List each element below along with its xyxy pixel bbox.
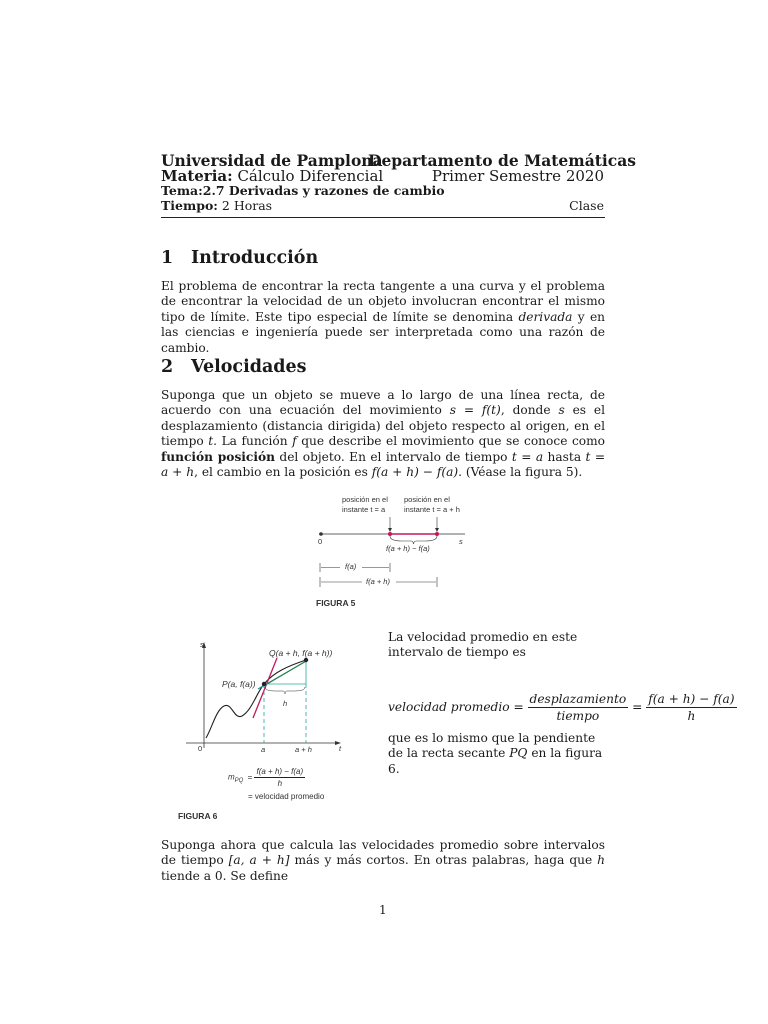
s2-h: hasta	[547, 449, 582, 464]
semester: Primer Semestre 2020	[431, 167, 604, 185]
bottom-c: tiende a 0. Se define	[161, 868, 289, 883]
s1-derivada: derivada	[518, 309, 573, 324]
fig6-a-label: a	[261, 745, 266, 754]
s2-eq2: t = a	[511, 449, 544, 464]
s2-b: , donde	[500, 403, 551, 418]
fig5-point-ah	[435, 532, 439, 536]
topic-line	[161, 183, 445, 198]
fig6-P-label: P(a, f(a))	[222, 679, 256, 689]
s2-j: . (Véase la figura 5).	[458, 465, 583, 480]
section-1-number: 1	[161, 248, 174, 268]
bottom-paragraph	[161, 838, 605, 884]
section-1-heading	[161, 248, 318, 268]
section-1-paragraph	[161, 279, 605, 356]
fig6-m: m	[228, 772, 235, 782]
fig6-Q-label: Q(a + h, f(a + h))	[269, 648, 333, 658]
eq-num2: f(a + h) − f(a)	[648, 692, 735, 706]
fig6-caption: FIGURA 6	[178, 811, 218, 821]
s2-t: t	[208, 434, 214, 449]
section-2-title: Velocidades	[191, 357, 307, 377]
eq-den1: tiempo	[556, 709, 600, 723]
subject-label: Materia:	[161, 167, 233, 185]
s2-eq4: f(a + h) − f(a)	[371, 465, 459, 480]
page-number: 1	[379, 903, 387, 917]
s2-bold: función posición	[161, 449, 275, 464]
fig6-slope-formula: $m_{PQ}$ = $\frac{f(a + h) - f(a)}{h}$	[228, 767, 304, 788]
s2-d: . La función	[213, 434, 288, 449]
fig6-curve	[206, 660, 306, 738]
side-p2-b: en la figura 6.	[388, 746, 603, 776]
fig5-label-right	[404, 495, 460, 515]
eq-num1: desplazamiento	[529, 692, 627, 706]
header-rule	[161, 217, 605, 218]
avg-velocity-equation: velocidad promedio = $\frac{\text{desplazamiento}}{\text{tiempo}}$ = $\frac{f(a + h) - f(a)}{h}$	[388, 692, 735, 723]
fig5-fah-label: f(a + h)	[366, 577, 390, 586]
time-label: Tiempo:	[161, 198, 218, 213]
s2-e: que describe el movimiento que se conoce como	[301, 434, 606, 449]
fig6-h-label: h	[283, 699, 288, 708]
fig6-m-num: f(a + h) − f(a)	[256, 767, 304, 776]
fig6-ah-label: a + h	[295, 745, 312, 754]
bottom-a: Suponga ahora que calcula las velocidades promedio sobre intervalos de tiempo	[161, 838, 605, 868]
bottom-b: más y más cortos. En otras palabras, haga que	[294, 853, 593, 868]
fig6-point-Q	[304, 658, 308, 662]
eq-frac-2	[646, 692, 736, 723]
subject-value: Cálculo Diferencial	[237, 167, 384, 185]
fig6-zero: 0	[198, 744, 203, 753]
s2-g: del objeto. En el intervalo de tiempo	[279, 449, 508, 464]
fig6-m-fraction	[254, 767, 305, 788]
time-value: 2 Horas	[221, 198, 273, 213]
s2-f: f	[292, 434, 297, 449]
side-p2-a: que es lo mismo que la pendiente de la recta secante	[388, 731, 596, 761]
s2-i: , el cambio en la posición es	[194, 465, 368, 480]
fig6-brace	[265, 687, 305, 694]
eq-lhs: velocidad promedio =	[388, 700, 524, 714]
university-name: Universidad de Pamplona	[161, 151, 383, 170]
fig5-left-line1: posición en el	[342, 495, 388, 504]
department-name: Departamento de Matemáticas	[368, 151, 636, 170]
fig5-right-line2: instante t = a + h	[404, 505, 460, 514]
eq-frac-1	[528, 692, 629, 723]
side-paragraph-1: La velocidad promedio en este intervalo de tiempo es	[388, 630, 578, 660]
topic-value: 2.7 Derivadas y razones de cambio	[202, 183, 445, 198]
eq-den2: h	[687, 709, 696, 723]
s2-a: Suponga que un objeto se mueve a lo largo de una línea recta, de acuerdo con una ecuación del movimiento	[161, 388, 605, 418]
section-1-title: Introducción	[191, 248, 319, 268]
fig5-right-line1: posición en el	[404, 495, 450, 504]
fig5-label-left	[342, 495, 388, 515]
section-2-heading	[161, 357, 307, 377]
fig6-velocity-label: = velocidad promedio	[248, 792, 325, 801]
topic-label: Tema:	[161, 183, 203, 198]
fig5-diagram	[310, 514, 470, 594]
s2-eq3: t = a + h	[161, 449, 606, 480]
s2-eq1: s = f(t)	[449, 403, 501, 418]
class-type: Clase	[569, 198, 604, 213]
fig5-point-a	[388, 532, 392, 536]
fig6-diagram	[180, 640, 360, 760]
fig5-s-label: s	[459, 537, 463, 546]
fig6-point-P	[262, 682, 266, 686]
time-line	[161, 198, 272, 213]
s2-c: es el desplazamiento (distancia dirigida) del objeto respecto al origen, en el tiempo	[161, 403, 606, 449]
s2-s: s	[558, 403, 565, 418]
section-2-paragraph	[161, 388, 605, 480]
fig5-zero: 0	[318, 537, 323, 546]
s1-text-a: El problema de encontrar la recta tangente a una curva y el problema de encontrar la velocidad de un objeto involucran encontrar el mismo tipo de límite. Este tipo especial de límite se denomina	[161, 279, 605, 324]
fig5-origin	[319, 532, 323, 536]
fig5-brace	[390, 536, 437, 544]
fig5-fa-label: f(a)	[345, 562, 357, 571]
section-2-number: 2	[161, 357, 174, 377]
fig5-caption: FIGURA 5	[316, 598, 356, 608]
side-p2-pq: PQ	[509, 746, 528, 761]
fig5-left-line2: instante t = a	[342, 505, 386, 514]
s1-text-b: y en las ciencias e ingeniería puede ser interpretada como una razón de cambio.	[161, 309, 606, 355]
fig5-brace-label: f(a + h) − f(a)	[386, 544, 430, 553]
side-paragraph-2	[388, 731, 610, 777]
fig6-m-sub: PQ	[234, 778, 244, 785]
fig6-m-den: h	[277, 779, 283, 788]
fig5-arrowhead-right	[435, 528, 439, 532]
fig6-t-label: t	[339, 744, 342, 753]
fig6-s-label: s	[200, 640, 204, 649]
bottom-h: h	[597, 853, 606, 868]
fig5-arrowhead-left	[388, 528, 392, 532]
bottom-interval: [a, a + h]	[228, 853, 290, 868]
